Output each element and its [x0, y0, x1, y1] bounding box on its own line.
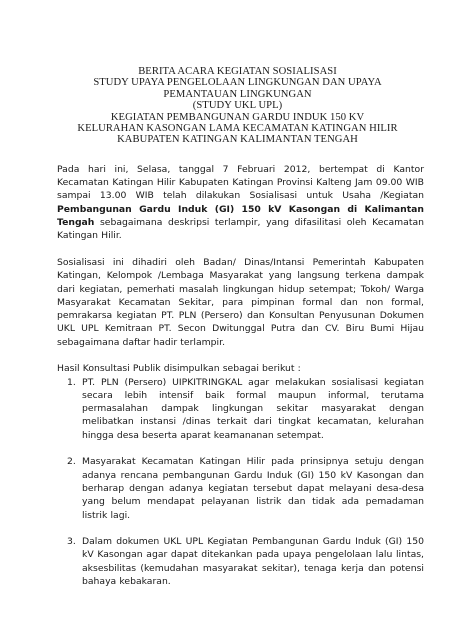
list-item-text: Masyarakat Kecamatan Katingan Hilir pada prinsipnya setuju dengan adanya rencana pembangunan Gardu Induk (GI) 150 kV Kasongan dan berharap dengan adanya kegiatan tersebut dapat melayani desa-desa yang belum mendapat pelayanan listrik dan tidak ada pemadaman listrik lagi.: [82, 456, 424, 521]
title-line: PEMANTAUAN LINGKUNGAN: [163, 88, 312, 100]
opening-paragraph: [57, 163, 424, 243]
list-item: [57, 376, 424, 442]
title-line: KABUPATEN KATINGAN KALIMANTAN TENGAH: [117, 134, 358, 146]
opening-text: Pada hari ini, Selasa, tanggal 7 Februari 2012, bertempat di Kantor Kecamatan Katingan Hilir Kabupaten Katingan Provinsi Kalteng Jam 09.00 WIB sampai 13.00 WIB telah dilakukan Sosialisasi untuk Usaha /Kegiatan: [57, 163, 424, 202]
title-line: STUDY UPAYA PENGELOLAAN LINGKUNGAN DAN UPAYA: [93, 77, 382, 89]
conclusion-lead: Hasil Konsultasi Publik disimpulkan sebagai berikut :: [57, 363, 301, 375]
list-item: [57, 535, 424, 588]
activity-name: Pembangunan Gardu Induk (GI) 150 kV Kasongan di Kalimantan Tengah: [57, 203, 424, 229]
list-item-text: PT. PLN (Persero) UIPKITRINGKAL agar melakukan sosialisasi kegiatan secara lebih intensif baik formal maupun informal, terutama permasalahan dampak lingkungan sekitar masyarakat dengan melibatkan instansi /dinas terkait dari tingkat kecamatan, kelurahan hingga desa beserta aparat keamananan setempat.: [82, 376, 424, 441]
document-title: [51, 66, 424, 146]
attendance-paragraph: Sosialisasi ini dihadiri oleh Badan/ Dinas/Intansi Pemerintah Kabupaten Katingan, Kelompok /Lembaga Masyarakat yang langsung terkena dampak dari kegiatan, pemerhati masalah lingkungan hidup setempat; Tokoh/ Warga Masyarakat Kecamatan Sekitar, para pimpinan formal dan non formal, pemrakarsa kegiatan PT. PLN (Persero) dan Konsultan Penyusunan Dokumen UKL UPL Kemitraan PT. Secon Dwitunggal Putra dan CV. Biru Bumi Hijau sebagaimana daftar hadir terlampir.: [57, 256, 424, 348]
title-line: BERITA ACARA KEGIATAN SOSIALISASI: [138, 66, 337, 77]
list-item-number: 1.: [67, 376, 76, 388]
document-body: [57, 163, 424, 589]
title-line: KELURAHAN KASONGAN LAMA KECAMATAN KATINGAN HILIR: [77, 123, 398, 135]
list-item-number: 3.: [67, 536, 76, 548]
list-item: [57, 455, 424, 521]
conclusion-list: [57, 376, 424, 589]
list-item-text: Dalam dokumen UKL UPL Kegiatan Pembangunan Gardu Induk (GI) 150 kV Kasongan agar dapat ditekankan pada upaya pengelolaan lalu lintas, aksesbilitas (kemudahan masyarakat sekitar), tenaga kerja dan potensi bahaya kebakaran.: [82, 536, 424, 588]
opening-text-end: sebagaimana deskripsi terlampir, yang difasilitasi oleh Kecamatan Katingan Hilir.: [57, 217, 424, 242]
title-line: KEGIATAN PEMBANGUNAN GARDU INDUK 150 KV: [110, 111, 365, 123]
list-item-number: 2.: [67, 456, 76, 468]
title-line: (STUDY UKL UPL): [192, 100, 283, 112]
